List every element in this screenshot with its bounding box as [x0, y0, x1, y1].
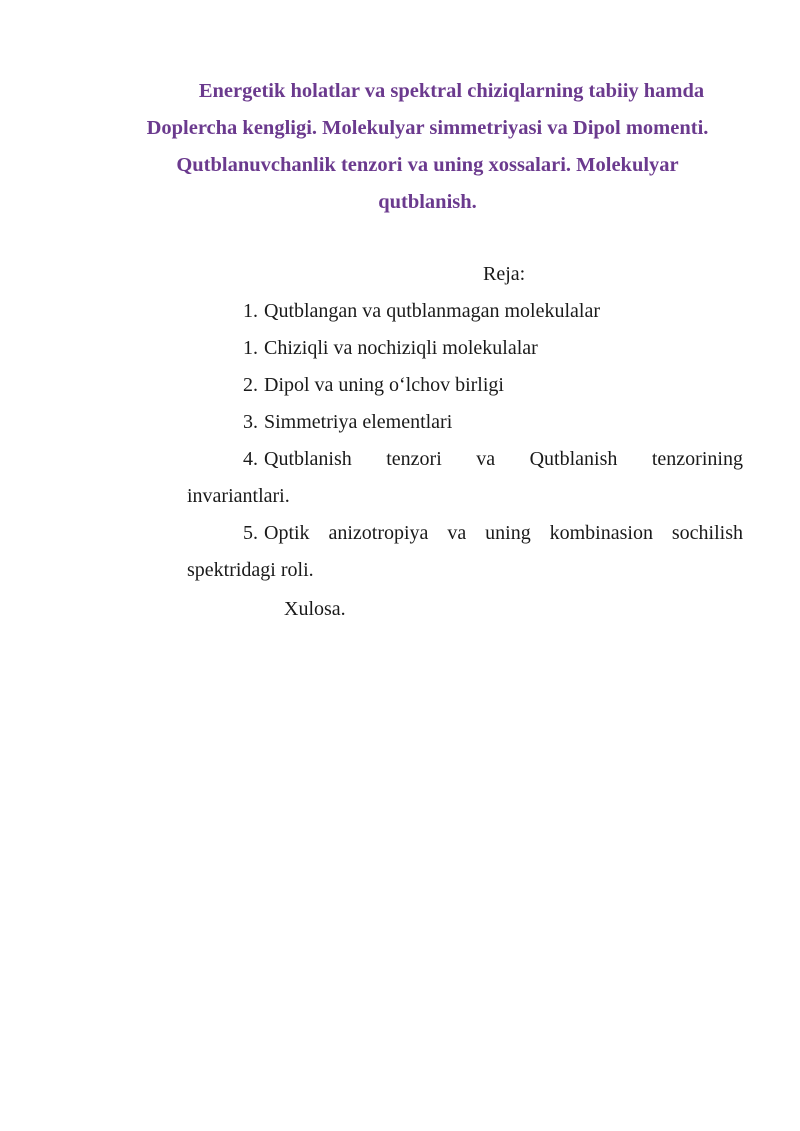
plan-item-text: Simmetriya elementlari	[264, 411, 453, 433]
plan-item-text: Dipol va uning o‘lchov birligi	[264, 374, 504, 396]
plan-item-word: Optik	[264, 522, 310, 544]
plan-item	[187, 367, 743, 404]
plan-item-continuation: invariantlari.	[187, 485, 290, 507]
plan-item-word: sochilish	[671, 522, 743, 544]
plan-item-number: 1.	[243, 337, 258, 359]
plan-item-text	[264, 441, 743, 478]
title-line-1: Energetik holatlar va spektral chiziqlarning tabiiy hamda	[198, 80, 705, 102]
plan-item-word: uning	[485, 522, 531, 544]
plan-item-word: Qutblanish	[529, 448, 618, 470]
plan-item-word: kombinasion	[549, 522, 653, 544]
plan-item	[187, 330, 743, 367]
title-line-3: Qutblanuvchanlik tenzori va uning xossalari. Molekulyar	[176, 154, 679, 176]
plan-heading: Reja:	[483, 263, 526, 285]
plan-item-word: anizotropiya	[328, 522, 429, 544]
plan-item	[187, 293, 743, 330]
plan-item	[187, 441, 743, 515]
title-line-2: Doplercha kengligi. Molekulyar simmetriyasi va Dipol momenti.	[146, 117, 709, 139]
plan-item-word: Qutblanish	[264, 448, 352, 470]
title-line-4: qutblanish.	[378, 191, 477, 213]
document-title	[120, 73, 735, 221]
plan-item-word: tenzori	[386, 448, 442, 470]
plan-item-number: 4.	[243, 448, 258, 470]
plan-item-word: va	[476, 448, 496, 470]
plan-item	[187, 404, 743, 441]
plan-item-number: 2.	[243, 374, 258, 396]
plan-item-continuation: spektridagi roli.	[187, 559, 314, 581]
plan-item	[187, 515, 743, 589]
plan-item-text: Chiziqli va nochiziqli molekulalar	[264, 337, 538, 359]
plan-item-word: tenzorining	[651, 448, 743, 470]
conclusion-label: Xulosa.	[284, 598, 346, 620]
plan-item-number: 1.	[243, 300, 258, 322]
plan-item-number: 3.	[243, 411, 258, 433]
plan-item-number: 5.	[243, 522, 258, 544]
plan-item-word: va	[447, 522, 467, 544]
plan-item-text	[264, 515, 743, 552]
plan-item-text: Qutblangan va qutblanmagan molekulalar	[264, 300, 601, 322]
